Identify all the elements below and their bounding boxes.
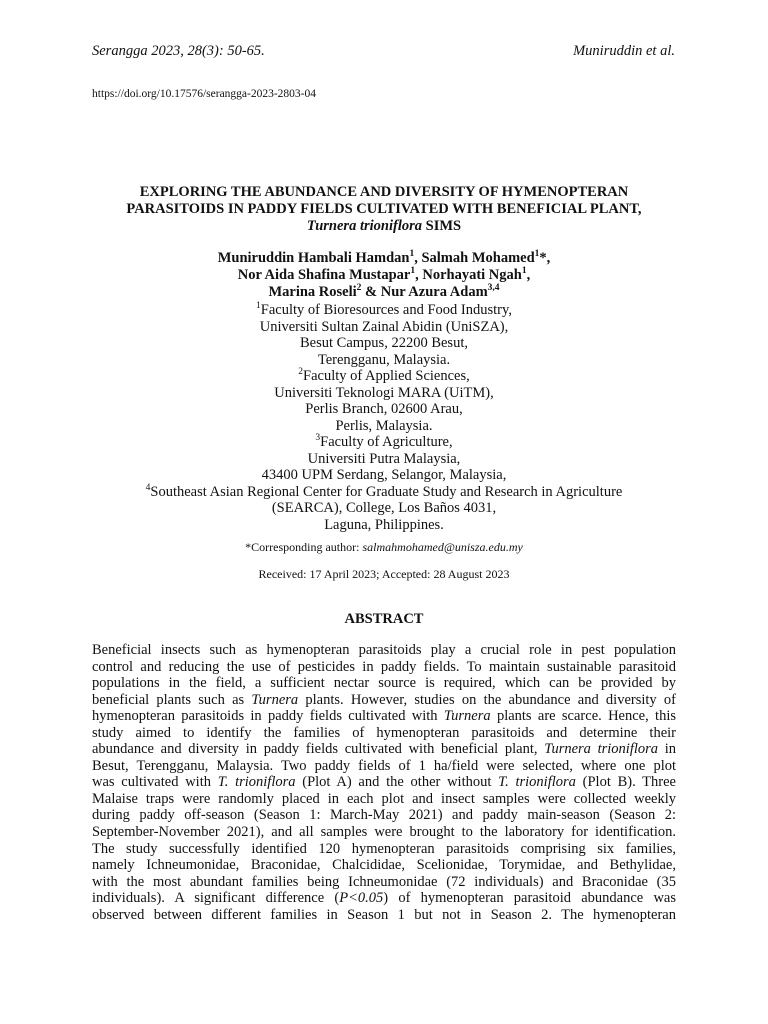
affiliation-line (40, 368, 728, 385)
corresponding-email[interactable]: salmahmohamed@unisza.edu.my (362, 540, 523, 554)
abstract-line: Malaise traps were randomly placed in each plot and insect samples were collected weekly (92, 790, 676, 807)
affil-text: Faculty of Agriculture, (320, 434, 453, 450)
author-sep: & (361, 284, 381, 300)
italic-run: T. trioniflora (217, 774, 296, 791)
text-run: ) of hymenopteran parasitoid abundance was (383, 890, 676, 907)
affiliation-line: Terengganu, Malaysia. (317, 351, 451, 368)
abstract-line (92, 708, 676, 725)
affiliations (40, 302, 728, 533)
corresponding-mark: *, (539, 250, 551, 266)
text-run: beneficial plants such as (92, 691, 252, 708)
author-affil-sup: 1 (410, 266, 416, 277)
affil-text: Faculty of Bioresources and Food Industry, (260, 302, 512, 318)
abstract-line: with the most abundant families being Ichneumonidae (72 individuals) and Braconidae (35 (92, 873, 676, 890)
abstract-line: during paddy off-season (Season 1: March-May 2021) and paddy main-season (Season 2: (92, 807, 676, 824)
author-name: Salmah Mohamed (421, 250, 535, 266)
abstract-line: The study successfully identified 120 hymenopteran parasitoids comprising six families, (92, 840, 676, 857)
text-run: hymenopteran parasitoids in paddy fields cultivated with (92, 708, 444, 725)
author-sep: , (415, 267, 423, 283)
abstract-line (92, 890, 676, 907)
abstract-line: September-November 2021), and all samples were brought to the laboratory for identification. (92, 824, 676, 841)
running-author: Muniruddin et al. (573, 43, 675, 59)
text-run: plants are scarce. Hence, this (490, 708, 676, 725)
text-run: (Plot A) and the other without (295, 774, 499, 791)
author-affil-sup: 2 (356, 283, 362, 294)
title-species-authority: SIMS (422, 218, 462, 234)
author-name: Nur Azura Adam (380, 284, 488, 300)
abstract-line (92, 741, 676, 758)
author-sep: , (414, 250, 422, 266)
text-run: (Plot B). Three (575, 774, 676, 791)
corresponding-label: *Corresponding author: (245, 540, 363, 554)
abstract-line: namely Ichneumonidae, Braconidae, Chalcididae, Scelionidae, Torymidae, and Bethylidae, (92, 857, 676, 874)
abstract-line (92, 692, 676, 709)
author-affil-sup: 1 (409, 249, 415, 260)
author-affil-sup: 3,4 (487, 283, 500, 294)
author-affil-sup: 1 (534, 249, 540, 260)
doi-link[interactable]: https://doi.org/10.17576/serangga-2023-2803-04 (92, 88, 317, 100)
affiliation-line: Besut Campus, 22200 Besut, (300, 335, 468, 351)
italic-run: Turnera trioniflora (544, 741, 659, 758)
author-name: Muniruddin Hambali Hamdan (217, 250, 410, 266)
affiliation-line (40, 484, 728, 501)
author-name: Marina Roseli (268, 284, 357, 300)
affiliation-line (40, 302, 728, 319)
title-line-3 (60, 218, 708, 235)
text-run: was cultivated with (92, 774, 218, 791)
text-run: abundance and diversity in paddy fields cultivated with beneficial plant, (92, 741, 545, 758)
affil-text: Southeast Asian Regional Center for Graduate Study and Research in Agriculture (150, 483, 623, 500)
affil-sup: 1 (256, 301, 261, 312)
italic-run: Turnera (251, 691, 299, 708)
author-name: Nor Aida Shafina Mustapar (237, 267, 411, 283)
title-species: Turnera trioniflora (306, 218, 422, 234)
affiliation-line: Universiti Putra Malaysia, (307, 450, 461, 467)
author-line-3 (60, 284, 708, 301)
abstract-line: Beneficial insects such as hymenopteran parasitoids play a crucial role in pest population (92, 642, 676, 658)
affiliation-line: (SEARCA), College, Los Baños 4031, (271, 500, 497, 516)
title-line-2: PARASITOIDS IN PADDY FIELDS CULTIVATED WITH BENEFICIAL PLANT, (126, 201, 642, 217)
abstract-line (92, 774, 676, 791)
abstract-body (92, 642, 676, 923)
text-run: individuals). A significant difference ( (92, 890, 340, 907)
affiliation-line: Universiti Teknologi MARA (UiTM), (274, 384, 494, 401)
title-line-1: EXPLORING THE ABUNDANCE AND DIVERSITY OF HYMENOPTERAN (139, 184, 629, 200)
author-name: Norhayati Ngah (422, 267, 522, 283)
affiliation-line: Perlis, Malaysia. (335, 417, 433, 434)
affiliation-line: Laguna, Philippines. (324, 516, 444, 533)
affiliation-line (40, 434, 728, 451)
abstract-line: control and reducing the use of pesticides in paddy fields. To maintain sustainable parasitoid (92, 658, 676, 675)
journal-citation: Serangga 2023, 28(3): 50-65. (92, 43, 265, 59)
text-run: plants. However, studies on the abundance and diversity of (298, 691, 676, 708)
corresponding-author (60, 540, 708, 555)
author-list (60, 250, 708, 301)
affil-text: Faculty of Applied Sciences, (303, 368, 470, 384)
abstract-line: Besut, Terengganu, Malaysia. Two paddy fields of 1 ha/field were selected, where one plot (92, 757, 676, 774)
author-line-2 (60, 267, 708, 284)
affil-sup: 4 (145, 482, 151, 493)
italic-run: T. trioniflora (498, 774, 576, 791)
author-affil-sup: 1 (521, 266, 527, 277)
italic-run: P<0.05 (339, 890, 384, 907)
affiliation-line: Universiti Sultan Zainal Abidin (UniSZA), (259, 318, 509, 335)
author-line-1 (60, 250, 708, 267)
abstract-line: populations in the field, a sufficient nectar source is required, which can be provided by (92, 675, 676, 692)
abstract-line: observed between different families in Season 1 but not in Season 2. The hymenopteran (92, 906, 676, 923)
affiliation-line: 43400 UPM Serdang, Selangor, Malaysia, (261, 467, 507, 483)
paper-title (60, 184, 708, 235)
text-run: in (658, 741, 677, 758)
abstract-heading: ABSTRACT (344, 611, 424, 627)
received-accepted-dates: Received: 17 April 2023; Accepted: 28 August 2023 (258, 567, 510, 581)
affil-sup: 2 (298, 367, 304, 378)
abstract-line: study aimed to identify the families of hymenopteran parasitoids and determine their (92, 724, 676, 741)
author-sep: , (526, 267, 531, 283)
affiliation-line: Perlis Branch, 02600 Arau, (305, 401, 463, 417)
italic-run: Turnera (443, 708, 491, 725)
affil-sup: 3 (315, 433, 321, 444)
